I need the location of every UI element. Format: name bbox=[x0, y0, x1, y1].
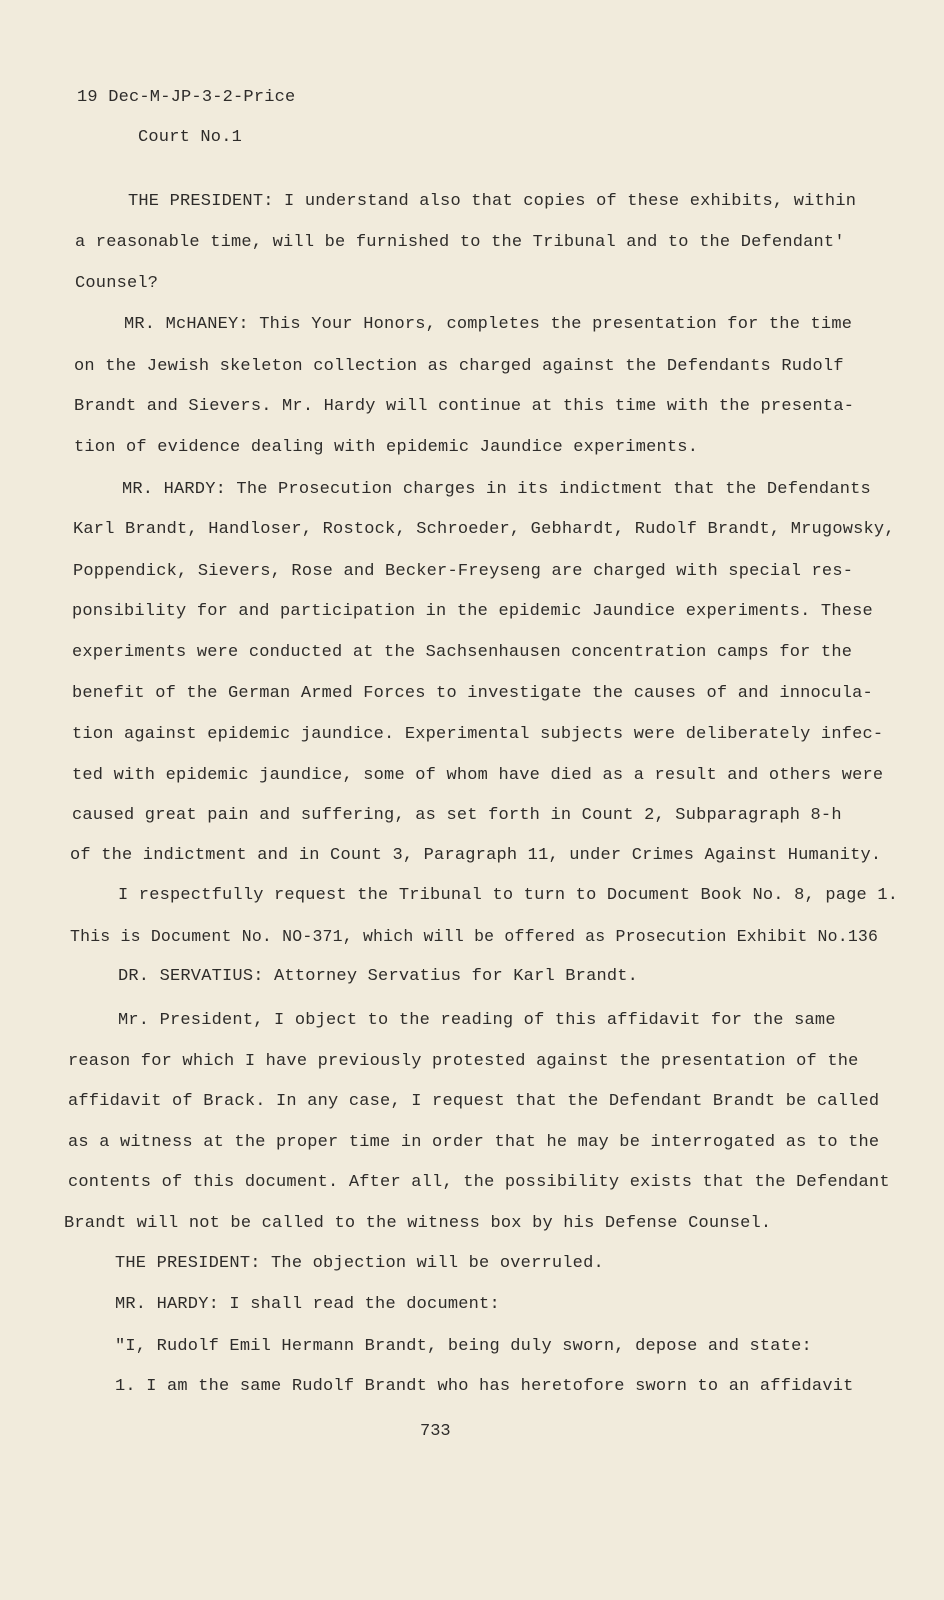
header-code: 19 Dec-M-JP-3-2-Price bbox=[77, 88, 296, 107]
text-line: ted with epidemic jaundice, some of whom have died as a result and others were bbox=[72, 766, 884, 785]
text-line: caused great pain and suffering, as set forth in Count 2, Subparagraph 8-h bbox=[72, 806, 842, 825]
text-line: a reasonable time, will be furnished to the Tribunal and to the Defendant' bbox=[75, 233, 845, 252]
text-line: I respectfully request the Tribunal to turn to Document Book No. 8, page 1. bbox=[118, 886, 899, 905]
text-line: as a witness at the proper time in order that he may be interrogated as to the bbox=[68, 1133, 880, 1152]
page-number: 733 bbox=[420, 1422, 451, 1441]
text-line: on the Jewish skeleton collection as charged against the Defendants Rudolf bbox=[74, 357, 844, 376]
text-line: DR. SERVATIUS: Attorney Servatius for Karl Brandt. bbox=[118, 967, 639, 986]
text-line: Counsel? bbox=[75, 274, 159, 293]
text-line: experiments were conducted at the Sachsenhausen concentration camps for the bbox=[72, 643, 853, 662]
text-line: Brandt will not be called to the witness box by his Defense Counsel. bbox=[64, 1214, 772, 1233]
text-line: contents of this document. After all, the possibility exists that the Defendant bbox=[68, 1173, 890, 1192]
text-line: THE PRESIDENT: The objection will be overruled. bbox=[115, 1254, 604, 1273]
text-line: MR. HARDY: The Prosecution charges in its indictment that the Defendants bbox=[122, 480, 871, 499]
text-line: MR. HARDY: I shall read the document: bbox=[115, 1295, 500, 1314]
text-line: tion of evidence dealing with epidemic Jaundice experiments. bbox=[74, 438, 699, 457]
text-line: THE PRESIDENT: I understand also that copies of these exhibits, within bbox=[128, 192, 857, 211]
text-line: Mr. President, I object to the reading of this affidavit for the same bbox=[118, 1011, 836, 1030]
text-line: benefit of the German Armed Forces to investigate the causes of and innocula- bbox=[72, 684, 873, 703]
text-line: Karl Brandt, Handloser, Rostock, Schroeder, Gebhardt, Rudolf Brandt, Mrugowsky, bbox=[73, 520, 895, 539]
court-label: Court No.1 bbox=[138, 128, 243, 147]
text-line: ponsibility for and participation in the epidemic Jaundice experiments. These bbox=[72, 602, 873, 621]
text-line: 1. I am the same Rudolf Brandt who has heretofore sworn to an affidavit bbox=[115, 1377, 854, 1396]
text-line: MR. McHANEY: This Your Honors, completes the presentation for the time bbox=[124, 315, 853, 334]
text-line: Brandt and Sievers. Mr. Hardy will continue at this time with the presenta- bbox=[74, 397, 855, 416]
text-line: This is Document No. NO-371, which will be offered as Prosecution Exhibit No.136 bbox=[70, 927, 879, 946]
text-line: of the indictment and in Count 3, Paragraph 11, under Crimes Against Humanity. bbox=[70, 846, 882, 865]
text-line: "I, Rudolf Emil Hermann Brandt, being duly sworn, depose and state: bbox=[115, 1337, 812, 1356]
text-line: reason for which I have previously protested against the presentation of the bbox=[68, 1052, 859, 1071]
text-line: tion against epidemic jaundice. Experimental subjects were deliberately infec- bbox=[72, 725, 884, 744]
text-line: Poppendick, Sievers, Rose and Becker-Freyseng are charged with special res- bbox=[73, 562, 854, 581]
text-line: affidavit of Brack. In any case, I request that the Defendant Brandt be called bbox=[68, 1092, 880, 1111]
